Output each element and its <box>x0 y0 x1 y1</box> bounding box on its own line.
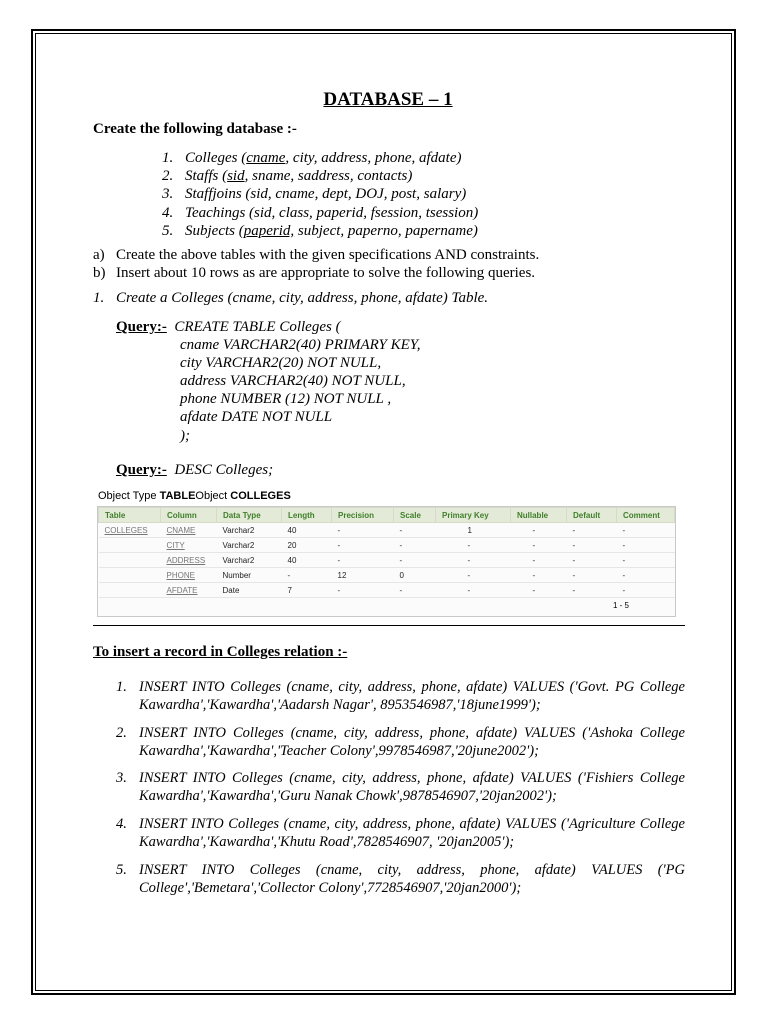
relations-list <box>162 149 478 240</box>
column-header: Data Type <box>217 508 282 523</box>
insert-statement: 5. INSERT INTO Colleges (cname, city, address, phone, afdate) VALUES ('PG College','Bemetara','Collector Colony',7728546907,'20jan2000'); <box>116 862 685 896</box>
table-row: COLLEGES CNAME Varchar2 40 - - 1 - - - <box>99 523 675 538</box>
table-header-row <box>99 508 675 523</box>
table-row: PHONE Number - 12 0 - - - - <box>99 568 675 583</box>
query-line: CREATE TABLE Colleges ( <box>174 319 341 335</box>
section-divider <box>93 625 685 626</box>
insert-statement: 2. INSERT INTO Colleges (cname, city, address, phone, afdate) VALUES ('Ashoka College Kawardha','Kawardha','Teacher Colony',9978546987,'20june2002'); <box>116 725 685 759</box>
desc-query: Query:- DESC Colleges; <box>116 462 274 478</box>
table-row: ADDRESS Varchar2 40 - - - - - - <box>99 553 675 568</box>
column-link[interactable]: PHONE <box>161 568 217 583</box>
insert-heading: To insert a record in Colleges relation :- <box>93 644 348 660</box>
column-header: Scale <box>394 508 436 523</box>
query-line: cname VARCHAR2(40) PRIMARY KEY, <box>180 337 421 354</box>
insert-statement: 4. INSERT INTO Colleges (cname, city, address, phone, afdate) VALUES ('Agriculture College Kawardha','Kawardha','Khutu Road',7828546907, '20jan2005'); <box>116 816 685 850</box>
object-caption: Object Type TABLEObject COLLEGES <box>98 490 291 502</box>
insert-statement: 3. INSERT INTO Colleges (cname, city, address, phone, afdate) VALUES ('Fishiers College Kawardha','Kawardha','Guru Nanak Chowk',9878546907,'20jan2002'); <box>116 770 685 804</box>
task-item: b) Insert about 10 rows as are appropriate to solve the following queries. <box>93 265 536 281</box>
column-header: Default <box>567 508 617 523</box>
query-line: city VARCHAR2(20) NOT NULL, <box>180 355 382 372</box>
query-line: ); <box>180 427 190 444</box>
query-label: Query:- <box>116 462 167 478</box>
query-label: Query:- <box>116 319 167 335</box>
relation-item: 2. Staffs (sid, sname, saddress, contacts) <box>162 168 413 185</box>
query-line: phone NUMBER (12) NOT NULL , <box>180 391 392 408</box>
page-title: DATABASE – 1 <box>323 89 453 110</box>
column-header: Column <box>161 508 217 523</box>
column-header: Length <box>282 508 332 523</box>
relation-item: 5. Subjects (paperid, subject, paperno, papername) <box>162 222 478 239</box>
column-link[interactable]: CNAME <box>161 523 217 538</box>
desc-table <box>97 506 676 617</box>
table-pagination: 1 - 5 <box>612 601 629 610</box>
column-header: Primary Key <box>436 508 511 523</box>
column-header: Table <box>99 508 161 523</box>
task-list <box>93 246 539 282</box>
task-item: a) Create the above tables with the given specifications AND constraints. <box>93 247 540 263</box>
intro-text: Create the following database :- <box>93 121 297 137</box>
query-line: address VARCHAR2(40) NOT NULL, <box>180 373 406 390</box>
column-link[interactable]: AFDATE <box>161 583 217 598</box>
table-link[interactable]: COLLEGES <box>99 523 161 538</box>
query-line: afdate DATE NOT NULL <box>180 409 333 426</box>
relation-item: 4. Teachings (sid, class, paperid, fsession, tsession) <box>162 204 479 221</box>
column-header: Precision <box>332 508 394 523</box>
relation-item: 1. Colleges (cname, city, address, phone, afdate) <box>162 150 462 166</box>
create-table-query <box>116 318 421 445</box>
column-link[interactable]: CITY <box>161 538 217 553</box>
column-header: Nullable <box>511 508 567 523</box>
relation-item: 3. Staffjoins (sid, cname, dept, DOJ, post, salary) <box>162 186 467 203</box>
column-link[interactable]: ADDRESS <box>161 553 217 568</box>
table-row: AFDATE Date 7 - - - - - - <box>99 583 675 598</box>
question-1: 1. Create a Colleges (cname, city, address, phone, afdate) Table. <box>93 290 489 306</box>
insert-statement: 1. INSERT INTO Colleges (cname, city, address, phone, afdate) VALUES ('Govt. PG College Kawardha','Kawardha','Aadarsh Nagar', 8953546987,'18june1999'); <box>116 679 685 713</box>
table-row: CITY Varchar2 20 - - - - - - <box>99 538 675 553</box>
column-header: Comment <box>617 508 675 523</box>
